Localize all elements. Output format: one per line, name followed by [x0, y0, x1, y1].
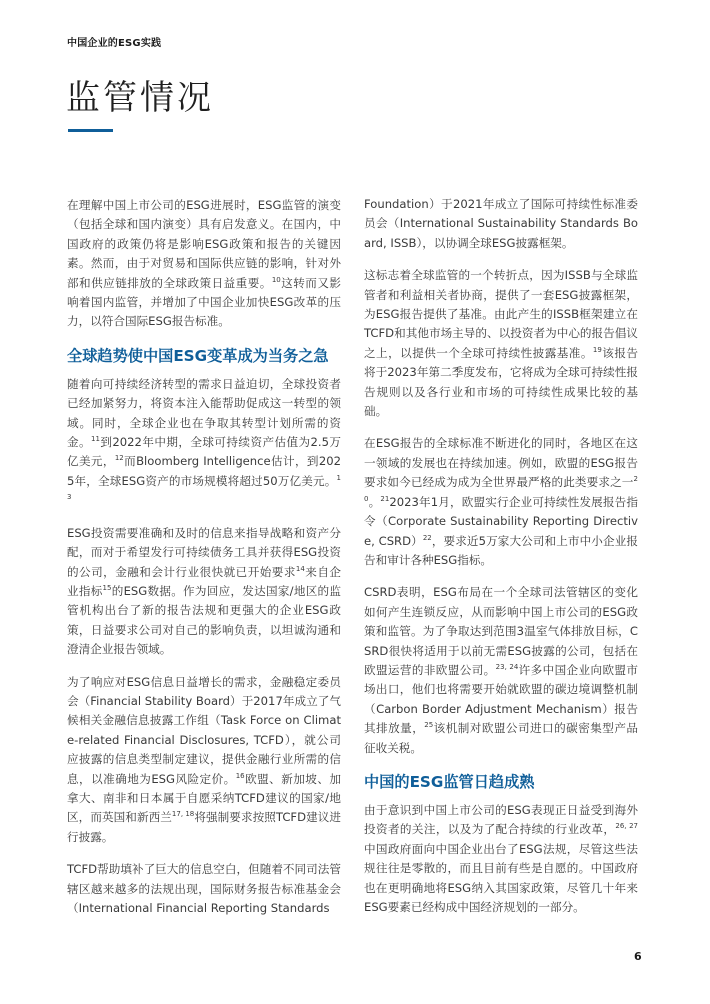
title-accent-rule: [68, 129, 113, 132]
footnote-ref[interactable]: 15: [102, 583, 112, 592]
paragraph: [67, 524, 341, 660]
text: 这标志着全球监管的一个转折点，因为ISSB与全球监管者和利益相关者协商，提供了一套ESG披露框架，为ESG报告提供了基准。由此产生的ISSB框架建立在TCFD和其他市场主导的、以投资者为中心的报告倡议之上，以提供一个全球可持续性披露基准。: [364, 268, 638, 360]
footnote-ref[interactable]: 12: [114, 454, 124, 463]
footnote-ref[interactable]: 17, 18: [171, 810, 195, 819]
text: 2023年1月，欧盟实行企业可持续性发展报告指令（Corporate Sustainability Reporting Directive, CSRD）: [364, 494, 638, 548]
text: ESG投资需要准确和及时的信息来指导战略和资产分配，而对于希望发行可持续债务工具并获得ESG投资的公司，金融和会计行业很快就已开始要求: [67, 525, 341, 579]
text: 在ESG报告的全球标准不断进化的同时，各地区在这一领域的发展也在持续加速。例如，欧盟的ESG报告要求如今已经成为成为全世界最严格的此类要求之一: [364, 436, 638, 490]
footnote-ref[interactable]: 23, 24: [495, 662, 519, 671]
footnote-ref[interactable]: 11: [91, 435, 100, 444]
paragraph: [364, 801, 638, 917]
running-header: 中国企业的ESG实践: [67, 38, 162, 49]
footnote-ref[interactable]: 10: [271, 275, 281, 284]
footnote-ref[interactable]: 22: [422, 533, 432, 542]
text: 。: [368, 494, 381, 509]
text: 许多中国企业向欧盟市场出口，他们也将需要开始就欧盟的碳边境调整机制（Carbon Border Adjustment Mechanism）报告其排放量，: [364, 662, 638, 736]
page-title: 监管情况: [66, 78, 214, 118]
text: 来自企业指标: [67, 564, 341, 598]
page-number: 6: [634, 950, 642, 963]
left-column: [67, 196, 341, 931]
footnote-ref[interactable]: 25: [424, 721, 434, 730]
paragraph: [67, 673, 341, 848]
footnote-ref[interactable]: 20: [364, 475, 638, 503]
text: 为了响应对ESG信息日益增长的需求，金融稳定委员会（Financial Stability Board）于2017年成立了气候相关金融信息披露工作组（Task Force on Climate-related Financial Disclosures, TCFD），就公司应披露的信息类型制定建议，提供金融行业所需的信息，以准确地为ESG风险定价。: [67, 674, 341, 786]
footnote-ref[interactable]: 26, 27: [615, 822, 638, 831]
paragraph: [364, 266, 638, 421]
footnote-ref[interactable]: 19: [592, 345, 602, 354]
paragraph: [364, 434, 638, 570]
text: 到2022年中期，全球可持续资产估值为2.5万亿美元，: [67, 435, 341, 469]
text: 随着向可持续经济转型的需求日益迫切，全球投资者已经加紧努力，将资本注入能帮助促成这一转型的领域。同时，全球企业也在争取其转型计划所需的资金。: [67, 376, 341, 450]
paragraph: Foundation）于2021年成立了国际可持续性标准委员会（International Sustainability Standards Board, ISSB），以协调全球ESG披露框架。: [364, 197, 638, 250]
section-heading-china-regulation: 中国的ESG监管日趋成熟: [364, 772, 535, 791]
text: ，要求近5万家大公司和上市中小企业报告和审计各种ESG指标。: [364, 533, 638, 567]
text: 欧盟、新加坡、加拿大、南非和日本属于自愿采纳TCFD建议的国家/地区，而英国和新西兰: [67, 771, 341, 825]
text: 这转而又影响着国内监管，并增加了中国企业加快ESG改革的压力，以符合国际ESG报告标准。: [67, 275, 341, 329]
text: 将强制要求按照TCFD建议进行披露。: [67, 810, 341, 844]
footnote-ref[interactable]: 14: [295, 564, 305, 573]
footnote-ref[interactable]: 16: [235, 771, 245, 780]
intro-paragraph: [67, 196, 341, 332]
text: 该报告将于2023年第二季度发布，它将成为全球可持续性报告规则以及各行业和市场的可持续性成果比较的基础。: [364, 345, 638, 419]
text: 的ESG数据。作为回应，发达国家/地区的监管机构出台了新的报告法规和更强大的企业ESG政策，日益要求公司对自己的影响负责，以坦诚沟通和澄清企业报告领域。: [67, 583, 341, 657]
section-heading-global-trends: 全球趋势使中国ESG变革成为当务之急: [67, 346, 329, 365]
paragraph: TCFD帮助填补了巨大的信息空白，但随着不同司法管辖区越来越多的法规出现，国际财务报告标准基金会（International Financial Reporting Standards: [67, 862, 341, 915]
text: 由于意识到中国上市公司的ESG表现正日益受到海外投资者的关注，以及为了配合持续的行业改革，: [364, 802, 638, 837]
right-column: [364, 195, 638, 930]
text: 而Bloomberg Intelligence估计，到2025年，全球ESG资产的市场规模将超过50万亿美元。: [67, 454, 341, 488]
footnote-ref[interactable]: 21: [380, 494, 390, 503]
text: 在理解中国上市公司的ESG进展时，ESG监管的演变（包括全球和国内演变）具有启发意义。在国内，中国政府的政策仍将是影响ESG政策和报告的关键因素。然而，由于对贸易和国际供应链的影响，针对外部和供应链排放的全球政策日益重要。: [67, 198, 341, 290]
footnote-ref[interactable]: 13: [67, 473, 341, 502]
text: 中国政府面向中国企业出台了ESG法规，尽管这些法规往往是零散的，而且目前有些是自愿的。中国政府也在更明确地将ESG纳入其国家政策，尽管几十年来ESG要素已经构成中国经济规划的一部分。: [364, 841, 638, 914]
paragraph: [67, 375, 341, 511]
text: 该机制对欧盟公司进口的碳密集型产品征收关税。: [364, 721, 638, 755]
text: CSRD表明，ESG布局在一个全球司法管辖区的变化如何产生连锁反应，从而影响中国上市公司的ESG政策和监管。为了争取达到范围3温室气体排放目标，CSRD很快将适用于以前无需ESG披露的公司，包括在欧盟运营的非欧盟公司。: [364, 585, 638, 677]
paragraph: [364, 583, 638, 758]
